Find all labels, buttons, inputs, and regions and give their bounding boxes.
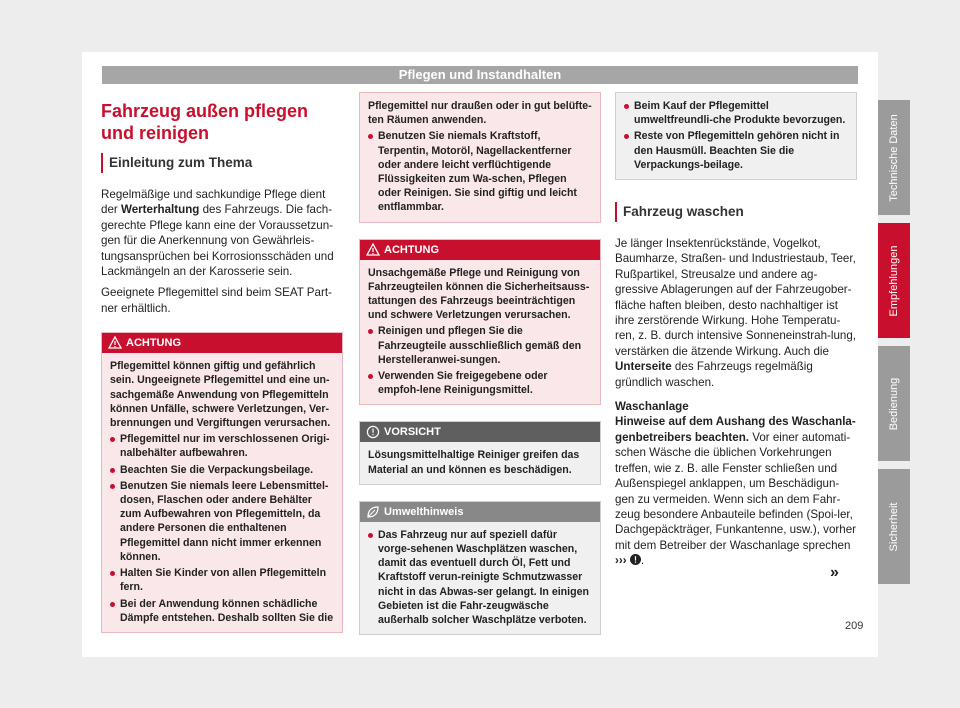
section-heading-washing: Fahrzeug waschen bbox=[615, 202, 857, 222]
list-item: Benutzen Sie niemals leere Lebensmittel-dosen, Flaschen oder andere Behälter zum Aufbewahren von Pflegemitteln, da andere Personen die enthaltenen Pflegemittel dann nicht immer erkennen können. bbox=[110, 479, 334, 564]
warning-box-continued-body bbox=[360, 93, 600, 222]
warning-circle-icon bbox=[630, 554, 641, 565]
warning-box bbox=[101, 332, 343, 633]
caution-box-body bbox=[360, 442, 600, 483]
environment-box bbox=[359, 501, 601, 635]
warning-triangle-icon bbox=[108, 336, 122, 350]
warning-box-2-header bbox=[360, 240, 600, 260]
continue-marker: » bbox=[830, 564, 839, 581]
list-item: Reste von Pflegemitteln gehören nicht in den Hausmüll. Beachten Sie die Verpackungs-beilage. bbox=[624, 129, 848, 172]
cross-reference-link[interactable]: ››› bbox=[615, 554, 627, 568]
info-circle-icon bbox=[366, 425, 380, 439]
warning-intro: Pflegemittel können giftig und gefährlich sein. Ungeeignete Pflegemittel und eine un-sachgemäße Anwendung von Pflegemitteln können Unfälle, schwere Verletzungen, Ver-brennungen und Vergiftungen verursachen. bbox=[110, 360, 331, 430]
list-item: Halten Sie Kinder von allen Pflegemitteln fern. bbox=[110, 566, 334, 594]
intro-paragraph: Regelmäßige und sachkundige Pflege dient der Werterhaltung des Fahrzeugs. Die fach-gerechte Pflege kann eine der Voraussetzun-gen für die Anerkennung von Gewährleis-tungsansprüchen bei Korrosionsschäden und Lackmängeln an der Karosserie sein. bbox=[101, 188, 334, 279]
warning-box-header bbox=[102, 333, 342, 353]
section-heading-intro: Einleitung zum Thema bbox=[101, 153, 343, 173]
caution-text: Lösungsmittelhaltige Reiniger greifen das Material an und können es beschädigen. bbox=[368, 449, 580, 476]
warning-triangle-icon bbox=[366, 243, 380, 257]
list-item: Beachten Sie die Verpackungsbeilage. bbox=[110, 463, 334, 477]
tab-technische-daten[interactable]: Technische Daten bbox=[878, 100, 910, 215]
caution-box bbox=[359, 421, 601, 484]
warning-box-2-body bbox=[360, 260, 600, 405]
tab-empfehlungen[interactable]: Empfehlungen bbox=[878, 223, 910, 338]
list-item: Beim Kauf der Pflegemittel umweltfreundli-che Produkte bevorzugen. bbox=[624, 99, 848, 127]
warning-box-2-title: ACHTUNG bbox=[384, 243, 439, 256]
warning-box-body bbox=[102, 353, 342, 632]
warning-box-title: ACHTUNG bbox=[126, 337, 181, 350]
caution-box-header bbox=[360, 422, 600, 442]
tab-bedienung[interactable]: Bedienung bbox=[878, 346, 910, 461]
warning-2-intro: Unsachgemäße Pflege und Reinigung von Fahrzeugteilen können die Sicherheitsauss-tattungen des Fahrzeugs beeinträchtigen und schwere Verletzungen verursachen. bbox=[368, 266, 590, 322]
list-item: Benutzen Sie niemals Kraftstoff, Terpentin, Motoröl, Nagellackentferner oder andere leicht verflüchtigende Flüssigkeiten zum Wa-schen, Pflegen oder Reinigen. Sie sind giftig und leicht entflammbar. bbox=[368, 129, 592, 214]
car-wash-paragraph: Hinweise auf dem Aushang des Waschanla-genbetreibers beachten. Vor einer automati-schen Wäsche die üblichen Vorkehrungen treffen, wie z. B. alle Fenster schließen und Außenspiegel anklappen, um Beschädigun-gen zu vermeiden. Wenn sich an dem Fahr-zeug besondere Anbauteile befinden (Spoi-ler, Dachgepäckträger, Funkantenne, usw.), vorher mit dem Betreiber der Waschanlage sprechen ››› . bbox=[615, 415, 857, 568]
dealer-paragraph: Geeignete Pflegemittel sind beim SEAT Part-ner erhältlich. bbox=[101, 286, 332, 315]
column-right bbox=[615, 92, 857, 575]
warning-box-continued bbox=[359, 92, 601, 223]
column-left bbox=[101, 92, 343, 649]
caution-box-title: VORSICHT bbox=[384, 426, 441, 439]
list-item: Bei der Anwendung können schädliche Dämpfe entstehen. Deshalb sollten Sie die bbox=[110, 597, 334, 625]
page-header: Pflegen und Instandhalten bbox=[102, 66, 858, 84]
washing-paragraph: Je länger Insektenrückstände, Vogelkot, Baumharze, Straßen- und Industriestaub, Teer, Rußpartikel, Streusalze und andere ag-gressive Ablagerungen auf der Fahrzeugober-fläche haften bleiben, desto nachhaltiger ist ihre zerstörende Wirkung. Hohe Temperatu-ren, z. B. durch intensive Sonneneinstrah-lung, verstärken die ätzende Wirkung. Auch die Unterseite des Fahrzeugs regelmäßig gründlich waschen. bbox=[615, 237, 857, 389]
environment-box-title: Umwelthinweis bbox=[384, 505, 464, 518]
warning-box-2 bbox=[359, 239, 601, 406]
list-item: Pflegemittel nur im verschlossenen Origi-nalbehälter aufbewahren. bbox=[110, 432, 334, 460]
list-item: Das Fahrzeug nur auf speziell dafür vorge-sehenen Waschplätzen waschen, damit das eventuell durch Öl, Fett und Kraftstoff verun-reinigte Schmutzwasser nicht in das Abwas-ser gelangt. In einigen Gebieten ist die Fahr-zeugwäsche außerhalb solcher Waschplätze verboten. bbox=[368, 528, 592, 627]
tab-sicherheit[interactable]: Sicherheit bbox=[878, 469, 910, 584]
environment-box-body bbox=[360, 522, 600, 634]
subheading-car-wash: Waschanlage bbox=[615, 400, 689, 414]
environment-box-continued-body bbox=[616, 93, 856, 179]
column-middle bbox=[359, 92, 601, 651]
list-item: Verwenden Sie freigegebene oder empfoh-lene Reinigungsmittel. bbox=[368, 369, 592, 397]
warning-continued-text: Pflegemittel nur draußen oder in gut belüfte-ten Räumen anwenden. bbox=[368, 100, 592, 127]
environment-leaf-icon bbox=[366, 505, 380, 519]
list-item: Reinigen und pflegen Sie die Fahrzeugteile ausschließlich gemäß den Herstelleranwei-sungen. bbox=[368, 324, 592, 367]
environment-box-header bbox=[360, 502, 600, 522]
environment-box-continued bbox=[615, 92, 857, 180]
page-number: 209 bbox=[845, 620, 864, 632]
page-title: Fahrzeug außen pflegen und reinigen bbox=[101, 101, 309, 143]
